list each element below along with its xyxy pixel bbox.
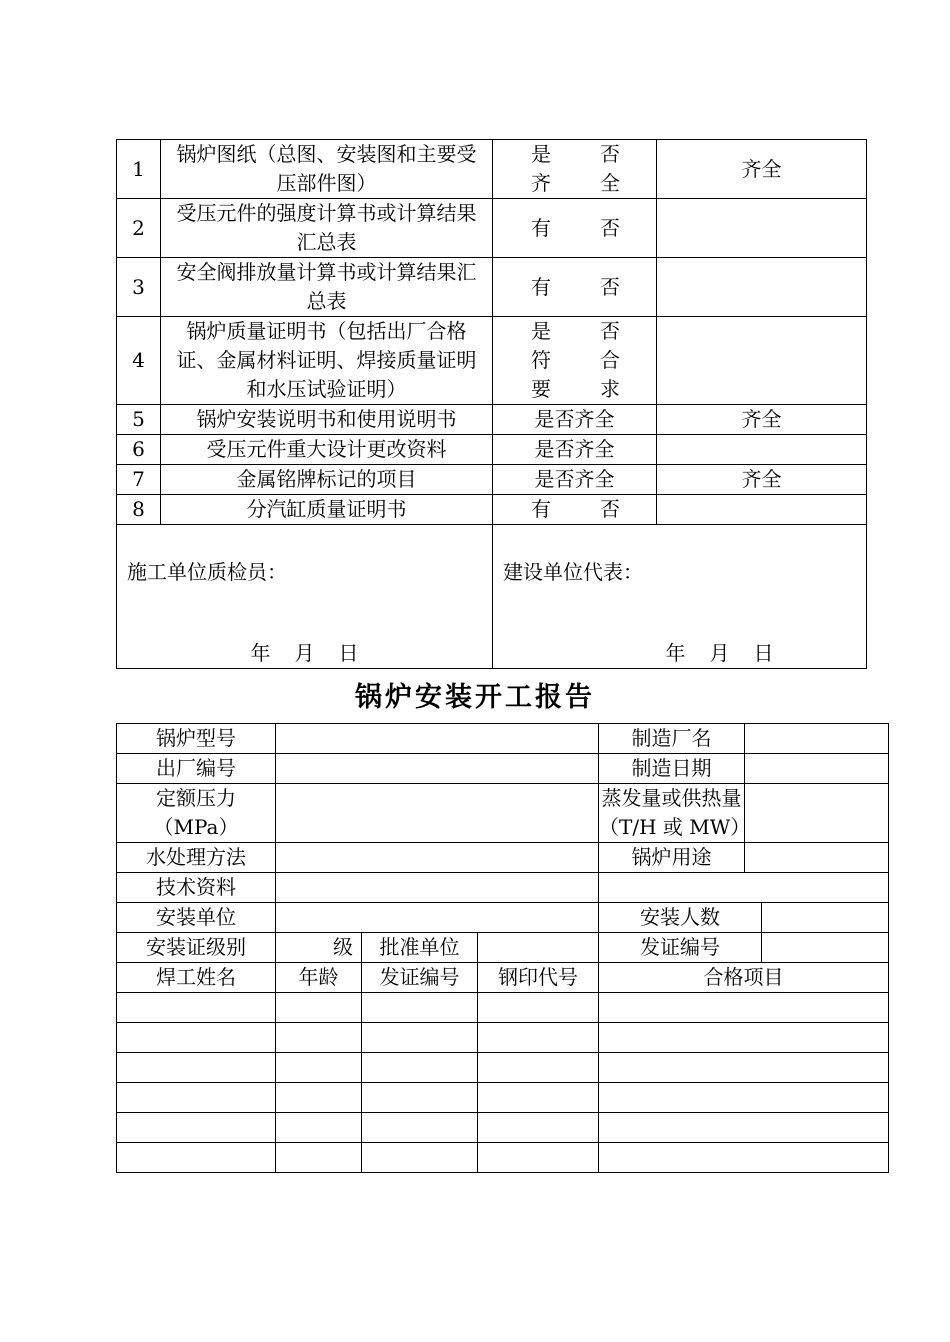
install-unit-field[interactable] xyxy=(276,903,599,933)
checklist-row xyxy=(117,317,867,405)
approval-unit-label: 批准单位 xyxy=(362,933,478,963)
check-option[interactable]: 是否齐全 xyxy=(493,405,657,435)
checklist-row xyxy=(117,405,867,435)
checklist-row xyxy=(117,435,867,465)
row-number: 1 xyxy=(117,140,161,199)
steel-stamp-header: 钢印代号 xyxy=(478,963,599,993)
welder-cell[interactable] xyxy=(362,1083,478,1113)
checklist-row xyxy=(117,199,867,258)
signature-row xyxy=(117,525,867,669)
option-right-char: 合 xyxy=(600,348,620,372)
option-left-char: 是 xyxy=(531,319,551,343)
document-item: 受压元件的强度计算书或计算结果汇总表 xyxy=(161,199,493,258)
welder-cell[interactable] xyxy=(478,1053,599,1083)
welder-cell[interactable] xyxy=(362,1053,478,1083)
welder-cell[interactable] xyxy=(362,1143,478,1173)
tech-docs-label: 技术资料 xyxy=(117,873,276,903)
completeness-status[interactable] xyxy=(657,258,867,317)
option-right-char: 否 xyxy=(600,497,620,521)
report-row-techdocs xyxy=(117,873,889,903)
water-treatment-field[interactable] xyxy=(276,843,599,873)
age-header: 年龄 xyxy=(276,963,362,993)
option-line xyxy=(493,140,656,169)
completeness-status[interactable] xyxy=(657,317,867,405)
option-line xyxy=(493,346,656,375)
manufacture-date-label: 制造日期 xyxy=(599,754,745,784)
welder-cell[interactable] xyxy=(478,1083,599,1113)
check-option[interactable] xyxy=(493,317,657,405)
welder-row xyxy=(117,993,889,1023)
completeness-status[interactable] xyxy=(657,495,867,525)
row-number: 4 xyxy=(117,317,161,405)
option-left-char: 齐 xyxy=(531,171,551,195)
option-right-char: 求 xyxy=(600,377,620,401)
completeness-status[interactable]: 齐全 xyxy=(657,140,867,199)
document-item: 受压元件重大设计更改资料 xyxy=(161,435,493,465)
option-left-char: 是 xyxy=(531,142,551,166)
document-item: 锅炉图纸（总图、安装图和主要受压部件图） xyxy=(161,140,493,199)
report-row-pressure xyxy=(117,784,889,843)
manufacturer-field[interactable] xyxy=(745,724,889,754)
checklist-body xyxy=(117,140,867,525)
checklist-row xyxy=(117,495,867,525)
welder-cell[interactable] xyxy=(599,1083,889,1113)
checklist-row xyxy=(117,140,867,199)
document-item: 安全阀排放量计算书或计算结果汇总表 xyxy=(161,258,493,317)
welder-cell[interactable] xyxy=(117,1113,276,1143)
welder-cell[interactable] xyxy=(117,1083,276,1113)
option-left-char: 有 xyxy=(531,274,551,299)
construction-sign-date xyxy=(117,639,492,668)
option-left-char: 符 xyxy=(531,348,551,372)
completeness-status[interactable] xyxy=(657,435,867,465)
installer-count-field[interactable] xyxy=(762,903,889,933)
welder-cell[interactable] xyxy=(276,1083,362,1113)
welder-cell[interactable] xyxy=(362,993,478,1023)
report-row-water xyxy=(117,843,889,873)
date-month-label: 月 xyxy=(709,641,730,665)
welder-cell[interactable] xyxy=(599,1053,889,1083)
welder-row xyxy=(117,1113,889,1143)
option-right-char: 否 xyxy=(600,142,620,166)
row-number: 7 xyxy=(117,465,161,495)
welder-cell[interactable] xyxy=(362,1023,478,1053)
rated-pressure-cell xyxy=(117,784,276,843)
evaporation-label: 蒸发量或供热量 xyxy=(601,786,742,810)
document-item: 金属铭牌标记的项目 xyxy=(161,465,493,495)
welder-row xyxy=(117,1143,889,1173)
cert-number-field[interactable] xyxy=(762,933,889,963)
approval-unit-field[interactable] xyxy=(478,933,599,963)
welder-header-row xyxy=(117,963,889,993)
welder-cell[interactable] xyxy=(117,1053,276,1083)
welder-cell[interactable] xyxy=(276,1023,362,1053)
installer-count-label: 安装人数 xyxy=(599,903,762,933)
install-unit-label: 安装单位 xyxy=(117,903,276,933)
report-row-install-unit xyxy=(117,903,889,933)
water-treatment-label: 水处理方法 xyxy=(117,843,276,873)
option-right-char: 否 xyxy=(600,319,620,343)
welder-cell[interactable] xyxy=(276,993,362,1023)
welder-cell[interactable] xyxy=(599,1143,889,1173)
welder-cell[interactable] xyxy=(478,993,599,1023)
checklist-row xyxy=(117,465,867,495)
evaporation-field[interactable] xyxy=(745,784,889,843)
option-left-char: 要 xyxy=(531,377,551,401)
tech-docs-field[interactable] xyxy=(276,873,599,903)
welder-cell[interactable] xyxy=(276,1143,362,1173)
welder-row xyxy=(117,1083,889,1113)
factory-number-field[interactable] xyxy=(276,754,599,784)
rated-pressure-unit: （MPa） xyxy=(153,815,239,839)
welder-cell[interactable] xyxy=(478,1143,599,1173)
option-line xyxy=(493,375,656,404)
check-option[interactable]: 是否齐全 xyxy=(493,465,657,495)
date-year-label: 年 xyxy=(665,641,686,665)
welder-cell[interactable] xyxy=(276,1113,362,1143)
report-row-factory xyxy=(117,754,889,784)
check-option[interactable] xyxy=(493,199,657,258)
completeness-status[interactable]: 齐全 xyxy=(657,465,867,495)
document-item: 锅炉安装说明书和使用说明书 xyxy=(161,405,493,435)
welder-cell[interactable] xyxy=(276,1053,362,1083)
boiler-model-field[interactable] xyxy=(276,724,599,754)
date-day-label: 日 xyxy=(338,641,359,665)
welder-cell[interactable] xyxy=(478,1113,599,1143)
check-option[interactable] xyxy=(493,258,657,317)
report-title: 锅炉安装开工报告 xyxy=(355,682,595,713)
welder-cell[interactable] xyxy=(599,1023,889,1053)
manufacture-date-field[interactable] xyxy=(745,754,889,784)
option-line xyxy=(493,273,656,302)
welder-cell[interactable] xyxy=(599,1113,889,1143)
rated-pressure-label: 定额压力 xyxy=(156,786,236,810)
option-line xyxy=(493,317,656,346)
boiler-use-label: 锅炉用途 xyxy=(599,843,745,873)
option-right-char: 否 xyxy=(600,274,620,299)
cert-number-header: 发证编号 xyxy=(362,963,478,993)
option-line xyxy=(493,495,656,524)
report-row-model xyxy=(117,724,889,754)
row-number: 6 xyxy=(117,435,161,465)
document-checklist-table xyxy=(116,139,867,669)
welder-cell[interactable] xyxy=(117,993,276,1023)
welder-name-header: 焊工姓名 xyxy=(117,963,276,993)
option-left-char: 有 xyxy=(531,215,551,240)
tech-docs-extra-field[interactable] xyxy=(599,873,889,903)
row-number: 2 xyxy=(117,199,161,258)
welder-row xyxy=(117,1023,889,1053)
welder-cell[interactable] xyxy=(362,1113,478,1143)
factory-number-label: 出厂编号 xyxy=(117,754,276,784)
welder-cell[interactable] xyxy=(117,1143,276,1173)
welder-cell[interactable] xyxy=(117,1023,276,1053)
document-item: 锅炉质量证明书（包括出厂合格证、金属材料证明、焊接质量证明和水压试验证明） xyxy=(161,317,493,405)
rated-pressure-field[interactable] xyxy=(276,784,599,843)
manufacturer-label: 制造厂名 xyxy=(599,724,745,754)
installation-start-report-table xyxy=(116,723,889,1173)
qualified-items-header: 合格项目 xyxy=(599,963,889,993)
option-line xyxy=(493,214,656,243)
option-left-char: 有 xyxy=(531,497,551,521)
welder-cell[interactable] xyxy=(478,1023,599,1053)
row-number: 3 xyxy=(117,258,161,317)
owner-representative-label: 建设单位代表： xyxy=(503,560,643,584)
option-line xyxy=(493,169,656,198)
row-number: 5 xyxy=(117,405,161,435)
checklist-row xyxy=(117,258,867,317)
evaporation-unit: （T/H 或 MW） xyxy=(599,815,751,839)
report-row-cert xyxy=(117,933,889,963)
completeness-status[interactable]: 齐全 xyxy=(657,405,867,435)
option-right-char: 全 xyxy=(600,171,620,195)
cert-level-field[interactable]: 级 xyxy=(276,933,362,963)
welder-cell[interactable] xyxy=(599,993,889,1023)
boiler-use-field[interactable] xyxy=(745,843,889,873)
check-option[interactable] xyxy=(493,140,657,199)
date-month-label: 月 xyxy=(294,641,315,665)
boiler-model-label: 锅炉型号 xyxy=(117,724,276,754)
date-day-label: 日 xyxy=(753,641,774,665)
cert-number-label: 发证编号 xyxy=(599,933,762,963)
owner-sign-date xyxy=(493,639,866,668)
completeness-status[interactable] xyxy=(657,199,867,258)
owner-representative-signature[interactable] xyxy=(493,525,867,669)
construction-inspector-signature[interactable] xyxy=(117,525,493,669)
install-cert-level-label: 安装证级别 xyxy=(117,933,276,963)
evaporation-cell xyxy=(599,784,751,843)
option-right-char: 否 xyxy=(600,215,620,240)
check-option[interactable]: 是否齐全 xyxy=(493,435,657,465)
date-year-label: 年 xyxy=(250,641,271,665)
welder-row xyxy=(117,1053,889,1083)
row-number: 8 xyxy=(117,495,161,525)
construction-inspector-label: 施工单位质检员： xyxy=(127,560,287,584)
document-item: 分汽缸质量证明书 xyxy=(161,495,493,525)
check-option[interactable] xyxy=(493,495,657,525)
